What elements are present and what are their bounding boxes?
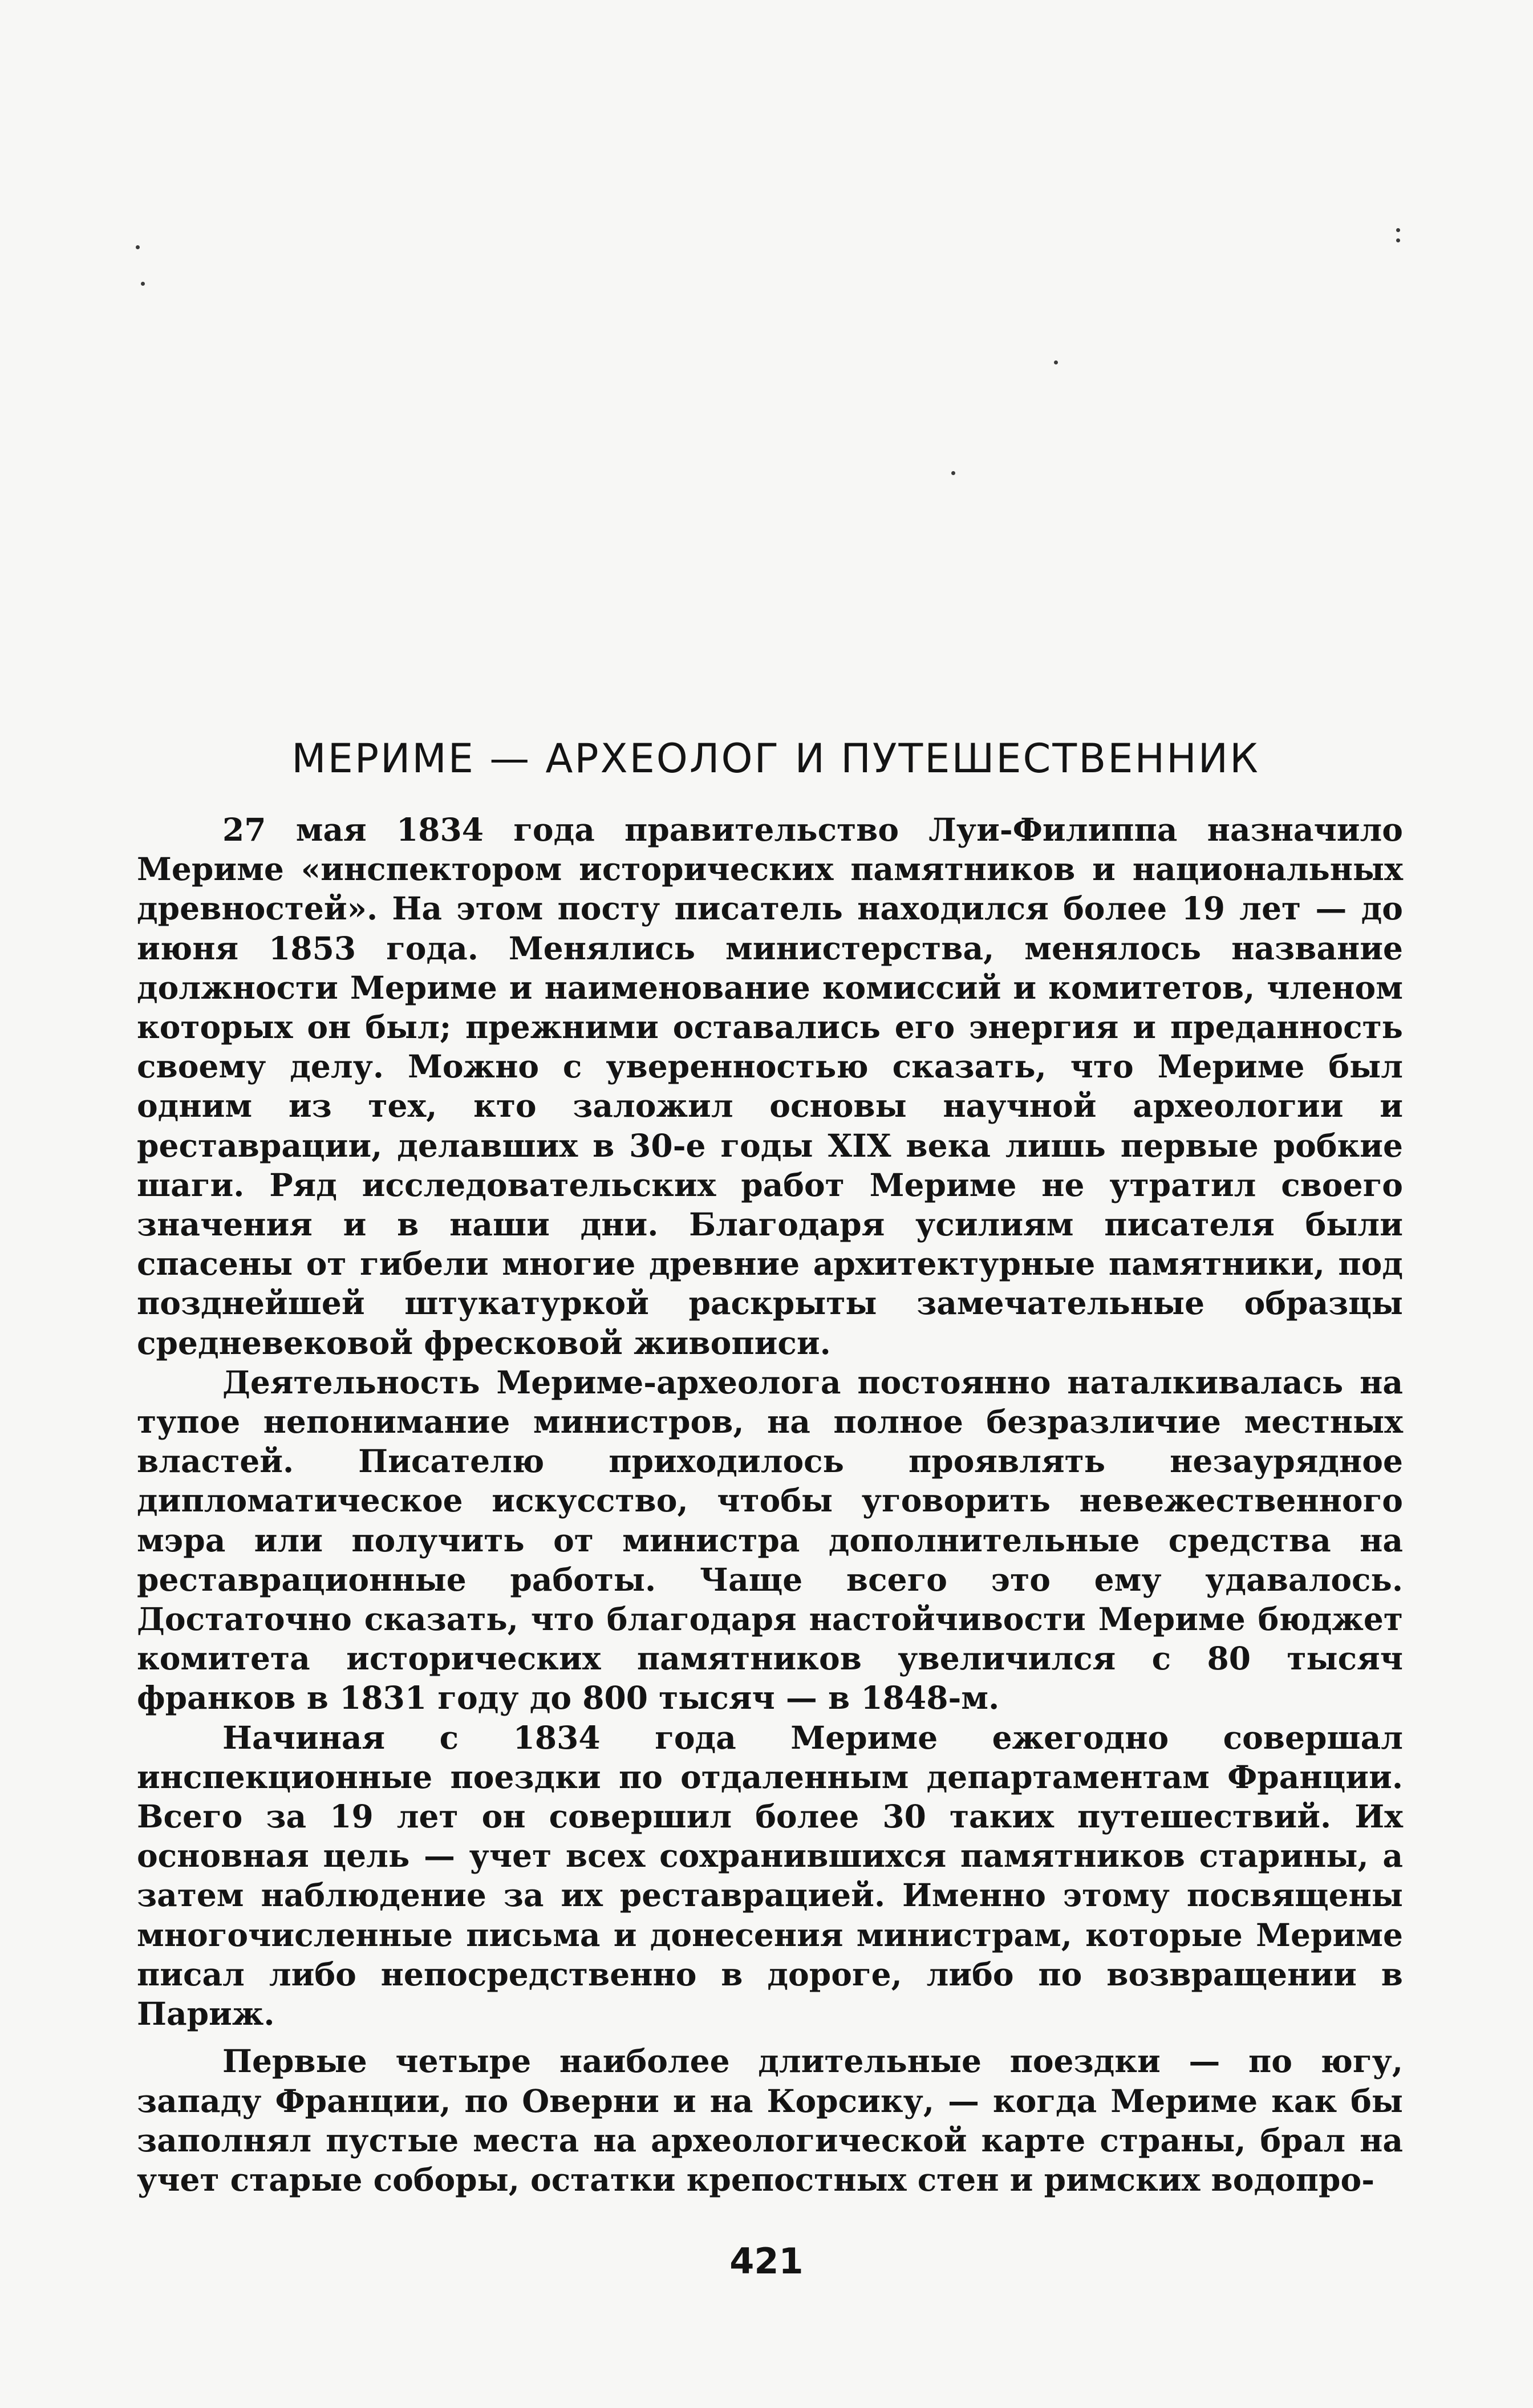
paragraph: Деятельность Мериме-археолога постоянно наталкивалась на тупое непонимание министров, на полное безразличие местных властей. Писателю приходилось проявлять незаурядное дипломатическое искусство, чтобы уговорить невежественного мэра или получить от министра дополнительные средства на реставрационные работы. Чаще всего это ему удавалось. Достаточно сказать, что благодаря настойчивости Мериме бюджет комитета исторических памятников увеличился с 80 тысяч франков в 1831 году до 800 тысяч — в 1848-м. <box>137 1363 1403 1717</box>
print-speck <box>136 245 140 249</box>
print-speck <box>1054 360 1058 364</box>
chapter-title: МЕРИМЕ — АРХЕОЛОГ И ПУТЕШЕСТВЕННИК <box>291 735 1260 782</box>
print-speck <box>141 282 145 286</box>
print-speck <box>951 471 955 475</box>
paragraph: Первые четыре наиболее длительные поездки — по югу, западу Франции, по Оверни и на Корсику, — когда Мериме как бы заполнял пустые места на археологической карте страны, брал на учет старые соборы, остатки крепостных стен и римских водопро- <box>137 2042 1403 2198</box>
page-number: 421 <box>729 2240 804 2282</box>
body-text <box>137 810 1403 2199</box>
paragraph: 27 мая 1834 года правительство Луи-Филиппа назначило Мериме «инспектором исторических памятников и национальных древностей». На этом посту писатель находился более 19 лет — до июня 1853 года. Менялись министерства, менялось название должности Мериме и наименование комиссий и комитетов, членом которых он был; прежними оставались его энергия и преданность своему делу. Можно с уверенностью сказать, что Мериме был одним из тех, кто заложил основы научной археологии и реставрации, делавших в 30-е годы XIX века лишь первые робкие шаги. Ряд исследовательских работ Мериме не утратил своего значения и в наши дни. Благодаря усилиям писателя были спасены от гибели многие древние архитектурные памятники, под позднейшей штукатуркой раскрыты замечательные образцы средневековой фресковой живописи. <box>137 811 1403 1361</box>
paragraph: Начиная с 1834 года Мериме ежегодно совершал инспекционные поездки по отдаленным департаментам Франции. Всего за 19 лет он совершил более 30 таких путешествий. Их основная цель — учет всех сохранившихся памятников старины, а затем наблюдение за их реставрацией. Именно этому посвящены многочисленные письма и донесения министрам, которые Мериме писал либо непосредственно в дороге, либо по возвращении в Париж. <box>137 1718 1403 2033</box>
print-speck <box>1396 238 1400 242</box>
print-speck <box>1396 228 1400 232</box>
